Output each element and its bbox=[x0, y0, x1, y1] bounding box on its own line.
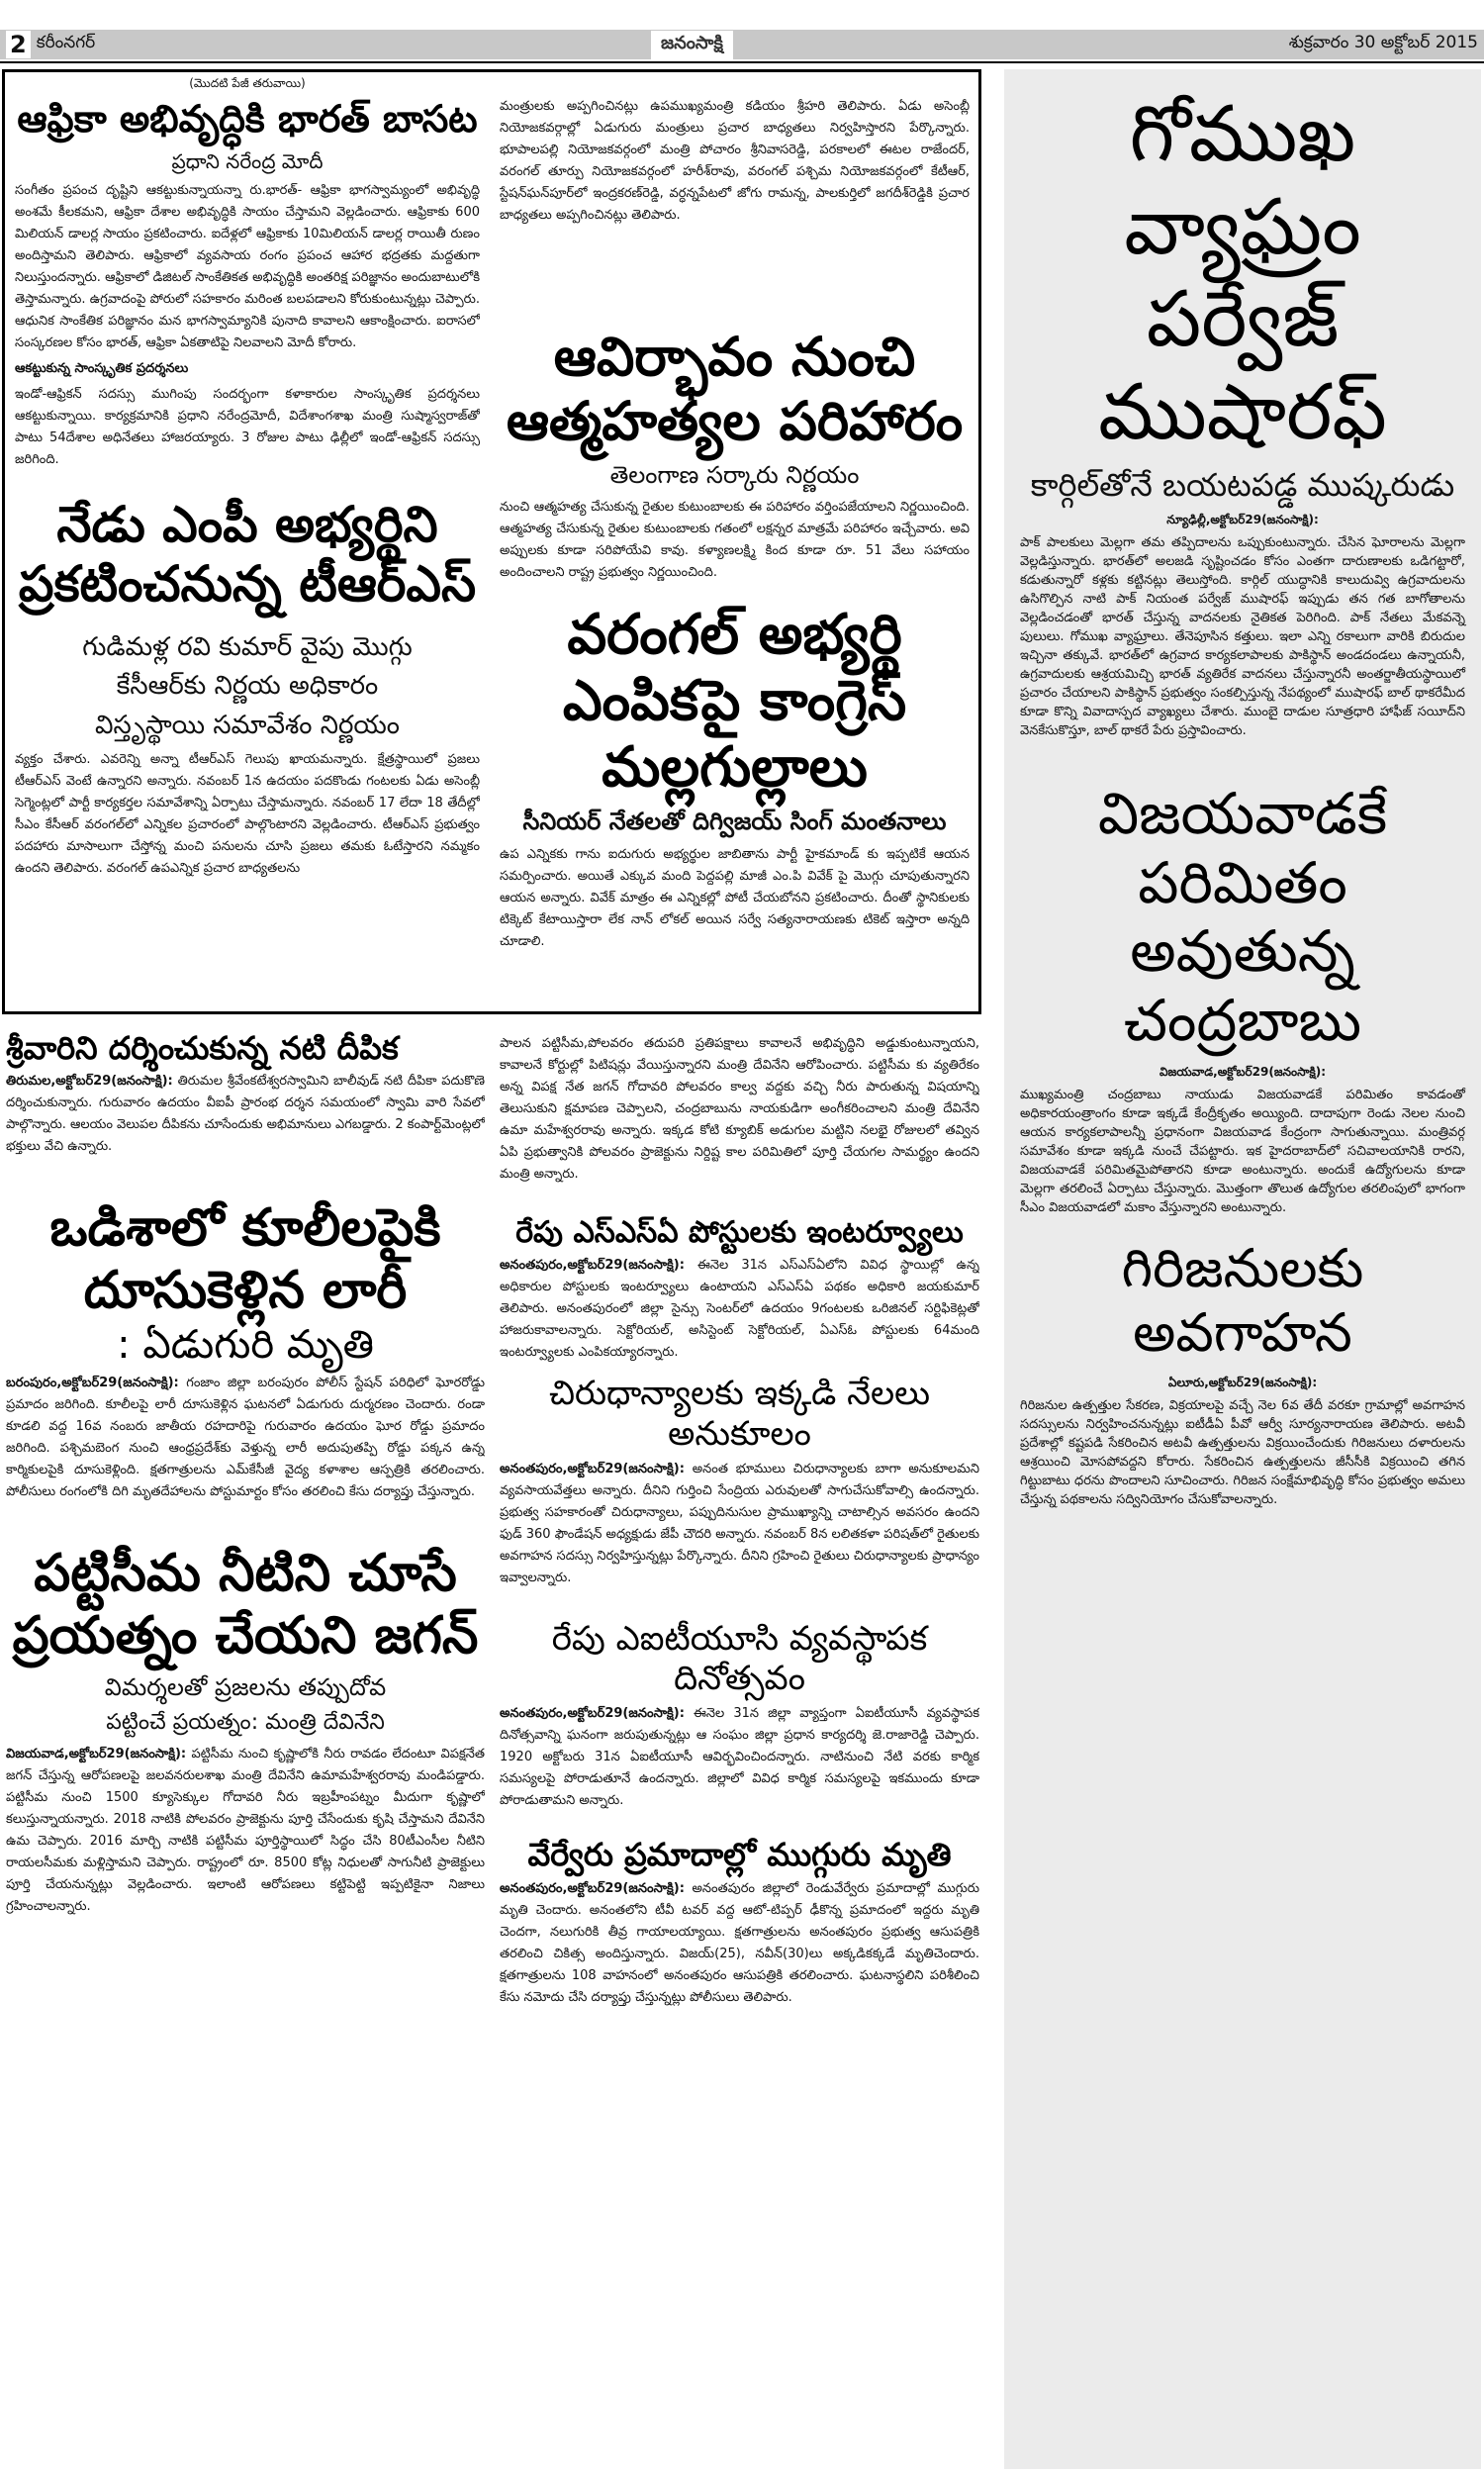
page-header bbox=[0, 30, 1484, 59]
newspaper-logo: జనంసాక్షి bbox=[651, 31, 733, 59]
subhead: కేసీఆర్‌కు నిర్ణయ అధికారం bbox=[116, 671, 379, 702]
dateline: అనంతపురం,అక్టోబర్29(జనంసాక్షి): bbox=[500, 1258, 685, 1273]
boxed-section bbox=[2, 69, 981, 1014]
headline-pattiseema: పట్టిసీమ నీటిని చూసే ప్రయత్నం చేయని జగన్ bbox=[12, 1544, 479, 1665]
subhead: విస్తృస్థాయి సమావేశం నిర్ణయం bbox=[95, 711, 400, 741]
edition-name: కరీంనగర్ bbox=[36, 33, 96, 52]
dateline: అనంతపురం,అక్టోబర్29(జనంసాక్షి): bbox=[500, 1880, 685, 1896]
subhead: : ఏడుగురి మృతి bbox=[117, 1322, 374, 1369]
header-divider bbox=[0, 61, 1484, 63]
article-body: పాక్ పాలకులు మెల్లగా తమ తప్పిదాలను ఒప్పుకుంటున్నారు. చేసిన ఘోరాలను మెల్లగా వెల్లడిస్తున్నారు. భారత్‌లో అలజడి సృష్టించడం కోసం ఎంతగా దారుణాలకు ఒడిగట్టారో, కడుతున్నారో కళ్లకు కట్టినట్లు తెలుస్తోంది. కార్గిల్ యుద్ధానికి కాలుదువ్వి ఉగ్రవాదులను ఉసిగొల్పిన నాటి పాక్ నియంత పర్వేజ్ ముషారఫ్ ఇప్పుడు తన గత బాగోతాలను వెల్లడించడంతో భారత్ చేస్తున్న వాదనలకు నైతికత పెరిగింది. పాక్ నేతలు మేకవన్నె పులులు. గోముఖ వ్యాఘ్రాలు. తేనెపూసిన కత్తులు. ఇలా ఎన్ని రకాలుగా వారికి బిరుదుల ఇచ్చినా తక్కువే. భారత్‌లో ఉగ్రవాద కార్యకలాపాలకు పాకిస్థాన్ అండదండలు ఉన్నాయనీ, ఉగ్రవాదులకు ఆశ్రయమిచ్చి భారత్ వ్యతిరేక వాదనలు చేస్తున్నారనీ అంతర్జాతీయస్థాయిలో ప్రచారం చేయాలని పాకిస్థాన్ ప్రభుత్వం సంకల్పిస్తున్న నేపథ్యంలో ముషారఫ్ బాల్ థాకరేమీద కూడా కొన్ని వివాదాస్పద వ్యాఖ్యలు చేశారు. ముంబై దాడుల సూత్రధారి హాఫీజ్ సయీద్‌ని వెనకేసుకొస్తూ, బాల్ థాకరే పేరు ప్రస్తావించారు. bbox=[1020, 534, 1465, 738]
headline-odisha: ఒడిశాలో కూలీలపైకి దూసుకెళ్లిన లారీ bbox=[49, 1198, 441, 1320]
headline-chandrababu: విజయవాడకే పరిమితం అవుతున్న చంద్రబాబు bbox=[1097, 779, 1388, 1054]
lower-middle-column bbox=[500, 1029, 979, 2469]
article-body: నుంచి ఆత్మహత్య చేసుకున్న రైతుల కుటుంబాలకు ఈ పరిహారం వర్తింపజేయాలని నిర్ణయించింది. ఆత్మహత్య చేసుకున్న రైతుల కుటుంబాలకు గతంలో లక్షన్నర మాత్రమే పరిహారం ఇచ్చేవారు. అవి అప్పులకు కూడా సరిపోయేవి కావు. కళ్యాణలక్ష్మి కింద కూడా రూ. 51 వేలు సహాయం అందించాలని రాష్ట్ర ప్రభుత్వం నిర్ణయించింది. bbox=[500, 499, 970, 580]
headline-aituc: రేపు ఎఐటీయూసి వ్యవస్థాపక దినోత్సవం bbox=[551, 1618, 928, 1699]
article-body: ముఖ్యమంత్రి చంద్రబాబు నాయుడు విజయవాడకే పరిమితం కావడంతో అధికారయంత్రాంగం కూడా ఇక్కడే కేంద్రీకృతం అయ్యింది. దాదాపుగా రెండు నెలల నుంచి ఆయన కార్యకలాపాలన్నీ ప్రధానంగా విజయవాడ కేంద్రంగా సాగుతున్నాయి. మంత్రివర్గ సమావేశం కూడా ఇక్కడి నుంచే చేపట్టారు. ఇక హైదరాబాద్‌లో సచివాలయానికి రారని, విజయవాడకే పరిమితమైపోతారని కూడా అంటున్నారు. అందుకే ఉద్యోగులను కూడా మెల్లగా తరలించే ఏర్పాటు చేస్తున్నారు. మొత్తంగా తొలుత ఉద్యోగుల తరలింపులో భాగంగా సీఎం విజయవాడలో మకాం వేస్తున్నారని అంటున్నారు. bbox=[1020, 1088, 1465, 1216]
subhead-africa: ప్రధాని నరేంద్ర మోదీ bbox=[171, 148, 324, 173]
dateline: తిరుమల,అక్టోబర్29(జనంసాక్షి): bbox=[6, 1074, 173, 1090]
subhead: విమర్శలతో ప్రజలను తప్పుదోవ bbox=[104, 1672, 387, 1701]
page-info bbox=[6, 31, 95, 58]
article-body: తిరుమల శ్రీవేంకటేశ్వరస్వామిని బాలీవుడ్ నటి దీపికా పదుకొణె దర్శించుకున్నారు. గురువారం ఉదయం వీఐపీ ప్రారంభ దర్శన సమయంలో స్వామి వారి సేవలో పాల్గొన్నారు. ఆలయం వెలుపల దీపికను చూసేందుకు అభిమానులు ఎగబడ్డారు. 2 కంపార్ట్‌మెంట్లలో భక్తులు వేచి ఉన్నారు. bbox=[6, 1074, 485, 1155]
dateline: బరంపురం,అక్టోబర్29(జనంసాక్షి): bbox=[6, 1376, 179, 1391]
article-body: ఈనెల 31న ఎస్ఎస్ఏలోని వివిధ స్థాయిల్లో ఉన్న అధికారుల పోస్టులకు ఇంటర్వ్యూలు ఉంటాయని ఎస్ఎస్ఏ పథకం అధికారి జయకుమార్ తెలిపారు. అనంతపురంలో జిల్లా సైన్సు సెంటర్‌లో ఉదయం 9గంటలకు ఒరిజినల్ సర్టిఫికెట్లతో హాజరుకావాలన్నారు. సెక్టోరియల్, అసిస్టెంట్ సెక్టోరియల్, ఏఎస్ఓ పోస్టులకు 64మంది ఇంటర్వ్యూలకు ఎంపికయ్యారన్నారు. bbox=[500, 1258, 979, 1360]
article-body: సంగీతం ప్రపంచ దృష్టిని ఆకట్టుకున్నాయన్నా రు.భారత్- ఆఫ్రికా భాగస్వామ్యంలో అభివృద్ధి అంశమే కీలకమని, ఆఫ్రికా దేశాల అభివృద్ధికి సాయం చేస్తామని వెల్లడించారు. ఆఫ్రికాకు 600 మిలియన్ డాలర్ల సాయం ప్రకటించారు. ఐదేళ్లలో ఆఫ్రికాకు 10మిలియన్ డాలర్ల రాయితీ రుణం అందిస్తామని తెలిపారు. ఆఫ్రికాలో వ్యవసాయ రంగం ప్రపంచ ఆహార భద్రతకు మద్దతుగా నిలుస్తుందన్నారు. ఆఫ్రికాలో డిజిటల్ సాంకేతికత అభివృద్ధికి అంతరిక్ష పరిజ్ఞానం అందుబాటులోకి తెస్తామన్నారు. ఉగ్రవాదంపై పోరులో సహకారం మరింత బలపడాలని కోరుకుంటున్నట్లు చెప్పారు. ఆధునిక సాంకేతిక పరిజ్ఞానం మన భాగస్వామ్యానికి పునాది కావాలని ఆకాంక్షించారు. ఐరాసలో సంస్కరణల కోసం భారత్, ఆఫ్రికా ఏకతాటిపై నిలవాలని మోదీ కోరారు. bbox=[15, 182, 480, 350]
lower-left-column bbox=[6, 1029, 485, 2469]
article-body: ఉప ఎన్నికకు గాను ఐదుగురు అభ్యర్థుల జాబితాను పార్టీ హైకమాండ్ కు ఇప్పటికే ఆయన సమర్పించారు. అయితే ఎక్కువ మంది పెద్దపల్లి మాజీ ఎం.పి వివేక్ పై మొగ్గు చూపుతున్నారని ఆయన అన్నారు. వివేక్ మాత్రం ఈ ఎన్నికల్లో పోటీ చేయబోనని ప్రకటించారు. దీంతో స్థానికులకు టిక్కెట్ కేటాయిస్తారా లేక నాన్ లోకల్ అయిన సర్వే సత్యనారాయణకు టికెట్ ఇస్తారా అన్నది చూడాలి. bbox=[500, 846, 970, 949]
page-number: 2 bbox=[6, 31, 31, 58]
subhead: కార్గిల్‌తోనే బయటపడ్డ ముష్కరుడు bbox=[1030, 466, 1455, 505]
article-body: గిరిజనుల ఉత్పత్తుల సేకరణ, విక్రయాలపై వచ్చే నెల 6వ తేదీ వరకూ గ్రామాల్లో అవగాహన సదస్సులను నిర్వహించనున్నట్లు ఐటీడీఏ పీవో ఆర్వీ సూర్యనారాయణ తెలిపారు. అటవీ ప్రదేశాల్లో కష్టపడి సేకరించిన అటవీ ఉత్పత్తులను విక్రయించేందుకు గిరిజనులు దళారులను ఆశ్రయించి మోసపోవద్దని కోరారు. సేకరించిన ఉత్పత్తులను జీసీసీకి విక్రయించి తగిన గిట్టుబాటు ధరను పొందాలని సూచించారు. గిరిజన సంక్షేమాభివృద్ధి కోసం ప్రభుత్వం అమలు చేస్తున్న పథకాలను సద్వినియోగం చేసుకోవాలన్నారు. bbox=[1020, 1397, 1465, 1507]
subhead: సీనియర్ నేతలతో దిగ్విజయ్ సింగ్ మంతనాలు bbox=[522, 808, 947, 836]
right-feature-column bbox=[1004, 69, 1481, 2469]
dateline: అనంతపురం,అక్టోబర్29(జనంసాక్షి): bbox=[500, 1461, 685, 1476]
dateline: ఏలూరు,అక్టోబర్29(జనంసాక్షి): bbox=[1167, 1375, 1318, 1389]
headline-millets: చిరుధాన్యాలకు ఇక్కడి నేలలు అనుకూలం bbox=[548, 1374, 930, 1454]
article-body: పట్టిసీమ నుంచి కృష్ణాలోకి నీరు రావడం లేదంటూ విపక్షనేత జగన్ చేస్తున్న ఆరోపణలపై జలవనరులశాఖ మంత్రి దేవినేని ఉమామహేశ్వరరావు మండిపడ్డారు. పట్టిసీమ నుంచి 1500 క్యూసెక్కుల గోదావరి నీరు ఇబ్రహీంపట్నం మీదుగా కృష్ణాలో కలుస్తున్నాయన్నారు. 2018 నాటికి పోలవరం ప్రాజెక్టును పూర్తి చేసేందుకు కృషి చేస్తామని దేవినేని ఉమ చెప్పారు. 2016 మార్చి నాటికి పట్టిసీమ పూర్తిస్థాయిలో సిద్ధం చేసి 80టీఎంసీల నీటిని రాయలసీమకు మళ్లిస్తామని చెప్పారు. రాష్ట్రంలో రూ. 8500 కోట్ల నిధులతో సాగునీటి ప్రాజెక్టులు పూర్తి చేయనున్నట్లు వెల్లడించారు. ఇలాంటి ఆరోపణలు కట్టిపెట్టి ఇప్పటికైనా నిజాలు గ్రహించాలన్నారు. bbox=[6, 1746, 485, 1914]
headline-tribals: గిరిజనులకు అవగాహన bbox=[1121, 1237, 1364, 1365]
headline-deepika: శ్రీవారిని దర్శించుకున్న నటి దీపిక bbox=[6, 1029, 399, 1067]
article-body: మంత్రులకు అప్పగించినట్లు ఉపముఖ్యమంత్రి కడియం శ్రీహరి తెలిపారు. ఏడు అసెంబ్లీ నియోజకవర్గాల్లో ఏడుగురు మంత్రులు ప్రచార బాధ్యతలు నిర్వహిస్తారని పేర్కొన్నారు. భూపాలపల్లి నియోజకవర్గంలో మంత్రి పోచారం శ్రీనివాసరెడ్డి, పరకాలలో ఈటల రాజేందర్, వరంగల్ తూర్పు నియోజకవర్గంలో హరీశ్‌రావు, వరంగల్ పశ్చిమ నియోజకవర్గంలో కేటీఆర్, స్టేషన్‌ఘన్‌పూర్‌లో ఇంద్రకరణ్‌రెడ్డి, వర్ధన్నపేటలో జోగు రామన్న, పాలకుర్తిలో జగదీశ్‌రెడ్డికి ప్రచార బాధ్యతలు అప్పగించినట్లు తెలిపారు. bbox=[500, 99, 970, 223]
article-body: అనంత భూములు చిరుధాన్యాలకు బాగా అనుకూలమని వ్యవసాయవేత్తలు అన్నారు. దీనిని గుర్తించి సేంద్రియ ఎరువులతో సాగుచేసుకోవాల్సి ఉందన్నారు. ప్రభుత్వ సహకారంతో చిరుధాన్యాలు, పప్పుదినుసుల ప్రాముఖ్యాన్ని చాటాల్సిన అవసరం ఉందని ఫుడ్ 360 ఫౌండేషన్ అధ్యక్షుడు జేపీ చౌదరి అన్నారు. నవంబర్ 8న లలితకళా పరిషత్‌లో రైతులకు అవగాహన సదస్సు నిర్వహిస్తున్నట్లు పేర్కొన్నారు. దీనిని గ్రహించి రైతులు చిరుధాన్యాలకు ప్రాధాన్యం ఇవ్వాలన్నారు. bbox=[500, 1461, 979, 1585]
subhead: తెలంగాణ సర్కారు నిర్ణయం bbox=[609, 460, 860, 489]
box-right-column bbox=[500, 92, 970, 1007]
box-left-column bbox=[15, 76, 480, 1006]
article-body: పాలన పట్టిసీమ,పోలవరం తదుపరి ప్రతిపక్షాలు కావాలనే అభివృద్ధిని అడ్డుకుంటున్నాయని, కావాలనే కోర్టుల్లో పిటిషన్లు వేయిస్తున్నారని మంత్రి దేవినేని ఆరోపించారు. పట్టిసీమ కు వ్యతిరేకం అన్న విపక్ష నేత జగన్ గోదావరి పోలవరం కాల్వ వద్దకు వచ్చి నీరు పారుతున్న విషయాన్ని తెలుసుకుని క్షమాపణ చెప్పాలని, చంద్రబాబును నాయకుడిగా అంగీకరించాలని మంత్రి దేవినేని ఉమా మహేశ్వరరావు అన్నారు. ఇక్కడ కోటి క్యూబిక్ అడుగుల మట్టిని నలభై రోజులలో తవ్విన ఏపి ప్రభుత్వానికి పోలవరం ప్రాజెక్టును నిర్దిష్ట కాల పరిమితిలో పూర్తి చేయగల సామర్థ్యం ఉందని మంత్రి అన్నారు. bbox=[500, 1036, 979, 1182]
headline-accidents: వేర్వేరు ప్రమాదాల్లో ముగ్గురు మృతి bbox=[527, 1836, 952, 1874]
dateline: న్యూఢిల్లీ,అక్టోబర్29(జనంసాక్షి): bbox=[1166, 512, 1319, 526]
article-body: గంజాం జిల్లా బరంపురం పోలీస్ స్టేషన్ పరిధిలో ఘోరరోడ్డు ప్రమాదం జరిగింది. కూలీలపై లారీ దూసుకెళ్లిన ఘటనలో ఏడుగురు దుర్మరణం చెందారు. రండా కూడలి వద్ద 16వ నంబరు జాతీయ రహదారిపై గురువారం ఉదయం ఘోర రోడ్డు ప్రమాదం జరిగింది. పశ్చిమబెంగ నుంచి ఆంధ్రప్రదేశ్‌కు వెళ్తున్న లారీ అదుపుతప్పి రోడ్డు పక్కన ఉన్న కార్మికులపైకి దూసుకెళ్లింది. క్షతగాత్రులను ఎమ్‌కేసీజీ వైద్య కళాశాల ఆస్పత్రికి తరలించారు. పోలీసులు రంగంలోకి దిగి మృతదేహాలను పోస్టుమార్టం కోసం తరలించి కేసు దర్యాప్తు చేస్తున్నారు. bbox=[6, 1376, 485, 1500]
section-subhead: ఆకట్టుకున్న సాంస్కృతిక ప్రదర్శనలు bbox=[15, 360, 189, 376]
headline-africa: ఆఫ్రికా అభివృద్ధికి భారత్ బాసట bbox=[17, 97, 478, 141]
headline-trs: నేడు ఎంపీ అభ్యర్థిని ప్రకటించనున్న టీఆర్ఎస్ bbox=[18, 495, 477, 613]
headline-musharraf: గోముఖ వ్యాఘ్రం పర్వేజ్ ముషారఫ్ bbox=[1098, 90, 1387, 457]
headline-suicides: ఆవిర్భావం నుంచి ఆత్మహత్యల పరిహారం bbox=[506, 326, 964, 452]
article-body: ఈనెల 31న జిల్లా వ్యాప్తంగా ఏఐటీయూసీ వ్యవస్థాపక దినోత్సవాన్ని ఘనంగా జరుపుతున్నట్లు ఆ సంఘం జిల్లా ప్రధాన కార్యదర్శి జె.రాజారెడ్డి చెప్పారు. 1920 అక్టోబరు 31న ఏఐటీయూసీ ఆవిర్భవించిందన్నారు. నాటినుంచి నేటి వరకు కార్మిక సమస్యలపై పోరాడుతూనే ఉందన్నారు. జిల్లాలో వివిధ కార్మిక సమస్యలపై ఇకముందు కూడా పోరాడుతామని అన్నారు. bbox=[500, 1706, 979, 1809]
headline-ssa: రేపు ఎస్ఎస్ఏ పోస్టులకు ఇంటర్వ్యూలు bbox=[515, 1215, 964, 1250]
subhead: గుడిమళ్ల రవి కుమార్ వైపు మొగ్గు bbox=[82, 631, 413, 662]
article-body: ఇండో-ఆఫ్రికన్ సదస్సు ముగింపు సందర్భంగా కళాకారుల సాంస్కృతిక ప్రదర్శనలు ఆకట్టుకున్నాయి. కార్యక్రమానికి ప్రధాని నరేంద్రమోదీ, విదేశాంగశాఖ మంత్రి సుష్మాస్వరాజ్‌తో పాటు 54దేశాల అధినేతలు హాజరయ్యారు. 3 రోజుల పాటు ఢిల్లీలో ఇండో-ఆఫ్రికన్ సదస్సు జరిగింది. bbox=[15, 386, 480, 467]
dateline: విజయవాడ,అక్టోబర్29(జనంసాక్షి): bbox=[1159, 1065, 1327, 1080]
article-body: వ్యక్తం చేశారు. ఎవరెన్ని అన్నా టీఆర్ఎస్ గెలుపు ఖాయమన్నారు. క్షేత్రస్థాయిలో ప్రజలు టీఆర్ఎస్ వెంటే ఉన్నారని అన్నారు. నవంబర్ 1న ఉదయం పదకొండు గంటలకు ఏడు అసెంబ్లీ సెగ్మెంట్లలో పార్టీ కార్యకర్తల సమావేశాన్ని ఏర్పాటు చేస్తామన్నారు. నవంబర్ 17 లేదా 18 తేదీల్లో సీఎం కేసీఆర్ వరంగల్‌లో ఎన్నికల ప్రచారంలో పాల్గొంటారని వెల్లడించారు. టీఆర్ఎస్ ప్రభుత్వం పదహారు మాసాలుగా చేస్తోన్న మంచి పనులను చూసి ప్రజలు తమకు ఓటేస్తారని నమ్మకం ఉందని తెలిపారు. వరంగల్ ఉపఎన్నిక ప్రచార బాధ్యతలను bbox=[15, 751, 480, 876]
issue-date: శుక్రవారం 30 అక్టోబర్ 2015 bbox=[1288, 33, 1478, 52]
subhead: పట్టించే ప్రయత్నం: మంత్రి దేవినేని bbox=[106, 1710, 385, 1736]
headline-congress: వరంగల్ అభ్యర్థి ఎంపికపై కాంగ్రెస్ మల్లగుల్లాలు bbox=[562, 602, 907, 801]
continued-label: (మొదటి పేజీ తరువాయి) bbox=[189, 76, 306, 90]
article-body: అనంతపురం జిల్లాలో రెండువేర్వేరు ప్రమాదాల్లో ముగ్గురు మృతి చెందారు. అనంతలోని టీవీ టవర్ వద్ద ఆటో-టిప్పర్ ఢీకొన్న ప్రమాదంలో ఇద్దరు మృతి చెందగా, నలుగురికి తీవ్ర గాయాలయ్యాయి. క్షతగాత్రులను అనంతపురం ప్రభుత్వ ఆసుపత్రికి తరలించి చికిత్స అందిస్తున్నారు. విజయ్(25), నవీన్(30)లు అక్కడికక్కడే మృతిచెందారు. క్షతగాత్రులను 108 వాహనంలో అనంతపురం ఆసుపత్రికి తరలించారు. ఘటనాస్థలిని పరిశీలించి కేసు నమోదు చేసి దర్యాప్తు చేస్తున్నట్లు పోలీసులు తెలిపారు. bbox=[500, 1880, 979, 2005]
dateline: విజయవాడ,అక్టోబర్29(జనంసాక్షి): bbox=[6, 1746, 187, 1761]
dateline: అనంతపురం,అక్టోబర్29(జనంసాక్షి): bbox=[500, 1706, 685, 1722]
